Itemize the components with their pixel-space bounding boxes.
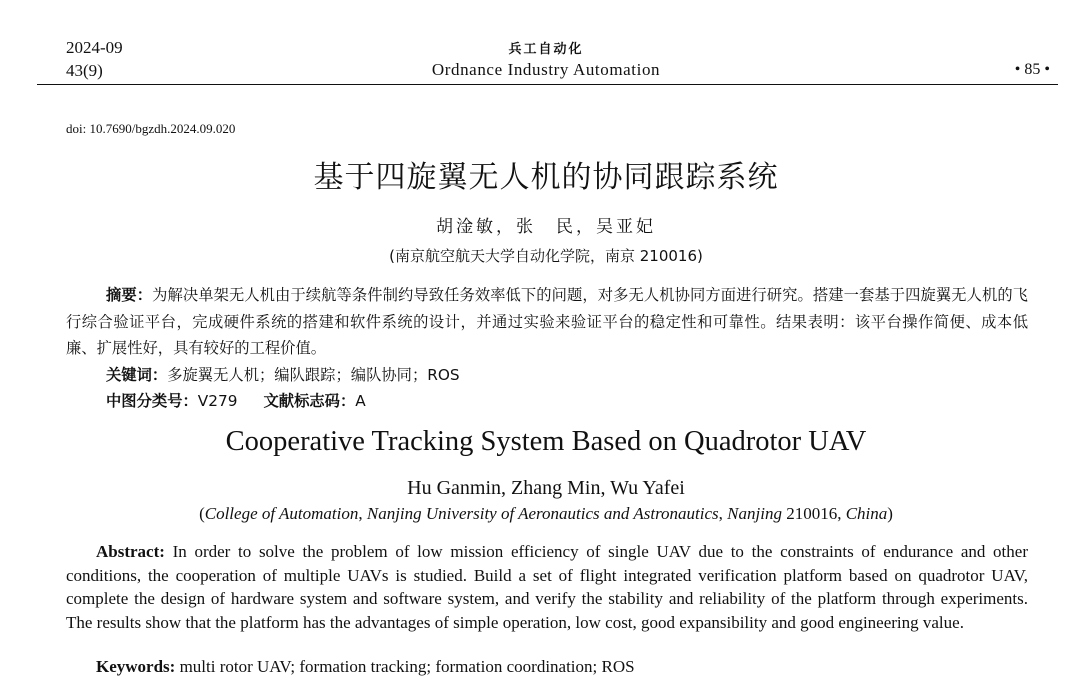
affil-university: Nanjing University of Aeronautics and Astronautics	[366, 504, 719, 523]
keywords-label-en: Keywords:	[96, 657, 176, 676]
clc-value: V279	[197, 392, 238, 410]
abstract-label-en: Abstract:	[96, 542, 165, 561]
affiliation-en: (College of Automation, Nanjing University of Aeronautics and Astronautics, Nanjing 210016, China)	[199, 504, 893, 523]
clc-label: 中图分类号：	[106, 392, 198, 410]
affil-country: China	[845, 504, 888, 523]
abstract-en	[66, 540, 1028, 635]
abstract-label-cn: 摘要：	[106, 286, 153, 304]
doc-code-value: A	[355, 392, 366, 410]
affil-city: Nanjing	[727, 504, 782, 523]
doc-code-label: 文献标志码：	[263, 392, 356, 410]
affiliation-cn: (南京航空航天大学自动化学院，南京 210016)	[389, 247, 703, 265]
keywords-en	[96, 657, 635, 677]
journal-name-en: Ordnance Industry Automation	[431, 60, 661, 79]
issue-date: 2024-09	[66, 38, 123, 57]
affil-college: College of Automation	[204, 504, 359, 523]
keywords-text-en: multi rotor UAV; formation tracking; formation coordination; ROS	[175, 657, 635, 676]
abstract-text-en: In order to solve the problem of low mission efficiency of single UAV due to the constraints of endurance and other conditions, the cooperation of multiple UAVs is studied. Build a set of flight integrated verification platform based on quadrotor UAV, complete the design of hardware system and software system, and verify the stability and reliability of the platform through experiments. The results show that the platform has the advantages of simple operation, low cost, good expansibility and good engineering value.	[66, 542, 1028, 633]
page-number: • 85 •	[1014, 61, 1050, 78]
abstract-text-cn: 为解决单架无人机由于续航等条件制约导致任务效率低下的问题，对多无人机协同方面进行研究。搭建一套基于四旋翼无人机的飞行综合验证平台，完成硬件系统的搭建和软件系统的设计，并通过实验来验证平台的稳定性和可靠性。结果表明：该平台操作简便、成本低廉、扩展性好，具有较好的工程价值。	[66, 286, 1028, 357]
authors-cn: 胡淦敏，张 民，吴亚妃	[436, 217, 656, 237]
title-en: Cooperative Tracking System Based on Quadrotor UAV	[225, 426, 867, 457]
page-header	[0, 0, 1080, 86]
journal-name-cn: 兵工自动化	[508, 41, 584, 56]
abstract-cn	[66, 282, 1028, 362]
keywords-label-cn: 关键词：	[106, 366, 168, 384]
keywords-cn	[106, 363, 460, 385]
classification-cn	[106, 389, 366, 411]
volume-number: 43(9)	[66, 61, 103, 80]
header-rule	[37, 84, 1058, 85]
authors-en: Hu Ganmin, Zhang Min, Wu Yafei	[407, 477, 685, 499]
title-cn: 基于四旋翼无人机的协同跟踪系统	[313, 160, 779, 195]
keywords-text-cn: 多旋翼无人机；编队跟踪；编队协同；ROS	[167, 366, 460, 384]
doi: doi: 10.7690/bgzdh.2024.09.020	[66, 121, 236, 136]
